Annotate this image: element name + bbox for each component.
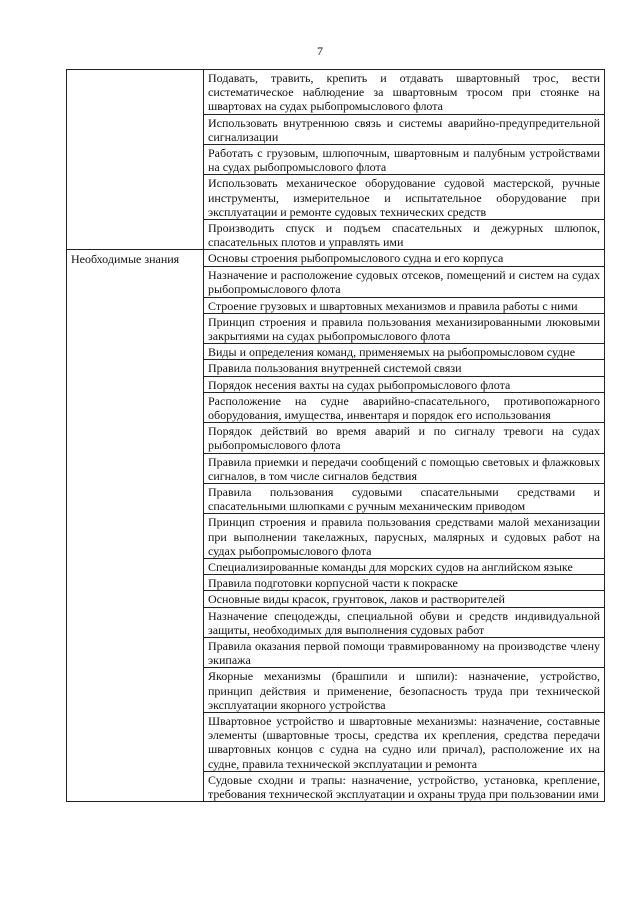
knowledge-row [67, 591, 605, 607]
skill-row [67, 145, 605, 175]
knowledge-item: Судовые сходни и трапы: назначение, устройство, установка, крепление, требования технической эксплуатации и охраны труда при пользовании ими [204, 771, 605, 801]
knowledge-label-cell [67, 313, 204, 343]
knowledge-item: Порядок несения вахты на судах рыбопромыслового флота [204, 376, 605, 392]
knowledge-label-cell [67, 360, 204, 376]
knowledge-row [67, 250, 605, 267]
skill-row [67, 114, 605, 144]
knowledge-item: Основные виды красок, грунтовок, лаков и растворителей [204, 591, 605, 607]
knowledge-item: Правила пользования судовыми спасательными средствами и спасательными шлюпками с ручным механическим приводом [204, 483, 605, 513]
knowledge-row [67, 344, 605, 360]
knowledge-row [67, 575, 605, 591]
knowledge-row [67, 360, 605, 376]
skills-label-cell [67, 175, 204, 220]
knowledge-item: Виды и определения команд, применяемых на рыбопромысловом судне [204, 344, 605, 360]
knowledge-row [67, 267, 605, 297]
knowledge-row [67, 559, 605, 575]
knowledge-label-cell [67, 344, 204, 360]
knowledge-item: Швартовное устройство и швартовные механизмы: назначение, составные элементы (швартовные тросы, средства их крепления, средства передачи швартовных концов с судна на судно или причал), расположение их на судне, правила технической эксплуатации и ремонта [204, 713, 605, 772]
knowledge-item: Правила пользования внутренней системой связи [204, 360, 605, 376]
knowledge-row [67, 668, 605, 713]
knowledge-item: Назначение спецодежды, специальной обуви и средств индивидуальной защиты, необходимых для выполнения судовых работ [204, 607, 605, 637]
knowledge-row [67, 638, 605, 668]
knowledge-item: Правила приемки и передачи сообщений с помощью световых и флажковых сигналов, в том числе сигналов бедствия [204, 453, 605, 483]
skill-item: Работать с грузовым, шлюпочным, швартовным и палубным устройствами на судах рыбопромыслового флота [204, 145, 605, 175]
competency-table [66, 69, 605, 802]
knowledge-item: Строение грузовых и швартовных механизмов и правила работы с ними [204, 297, 605, 313]
knowledge-item: Основы строения рыбопромыслового судна и его корпуса [204, 250, 605, 267]
knowledge-label-cell [67, 514, 204, 559]
knowledge-item: Специализированные команды для морских судов на английском языке [204, 559, 605, 575]
skill-item: Производить спуск и подъем спасательных и дежурных шлюпок, спасательных плотов и управлять ими [204, 220, 605, 250]
skill-item: Подавать, травить, крепить и отдавать швартовный трос, вести систематическое наблюдение за швартовным тросом при стоянке на швартовах на судах рыбопромыслового флота [204, 70, 605, 115]
knowledge-row [67, 392, 605, 422]
knowledge-item: Правила оказания первой помощи травмированному на производстве члену экипажа [204, 638, 605, 668]
skill-item: Использовать механическое оборудование судовой мастерской, ручные инструменты, измерительное и испытательное оборудование при эксплуатации и ремонте судовых технических средств [204, 175, 605, 220]
skill-row [67, 70, 605, 115]
skills-label-cell [67, 114, 204, 144]
skills-label-cell [67, 220, 204, 250]
knowledge-label-cell [67, 453, 204, 483]
knowledge-label-cell [67, 376, 204, 392]
knowledge-label-cell [67, 771, 204, 801]
page-number: 7 [317, 44, 323, 58]
knowledge-label-cell [67, 423, 204, 453]
knowledge-row [67, 483, 605, 513]
knowledge-label-cell [67, 559, 204, 575]
knowledge-label-cell [67, 392, 204, 422]
skill-row [67, 175, 605, 220]
skills-label-cell [67, 70, 204, 115]
knowledge-label-cell [67, 638, 204, 668]
knowledge-label-cell [67, 297, 204, 313]
knowledge-row [67, 771, 605, 801]
skill-row [67, 220, 605, 250]
knowledge-label-cell [67, 607, 204, 637]
knowledge-item: Принцип строения и правила пользования средствами малой механизации при выполнении такелажных, парусных, малярных и судовых работ на судах рыбопромыслового флота [204, 514, 605, 559]
knowledge-label-cell [67, 483, 204, 513]
knowledge-item: Расположение на судне аварийно-спасательного, противопожарного оборудования, имущества, инвентаря и порядок его использования [204, 392, 605, 422]
knowledge-label-cell [67, 713, 204, 772]
knowledge-item: Принцип строения и правила пользования механизированными люковыми закрытиями на судах рыбопромыслового флота [204, 313, 605, 343]
knowledge-label-cell [67, 591, 204, 607]
knowledge-row [67, 514, 605, 559]
knowledge-item: Назначение и расположение судовых отсеков, помещений и систем на судах рыбопромыслового флота [204, 267, 605, 297]
knowledge-row [67, 376, 605, 392]
knowledge-row [67, 607, 605, 637]
skills-label-cell [67, 145, 204, 175]
knowledge-row [67, 713, 605, 772]
knowledge-section-label: Необходимые знания [71, 252, 180, 267]
knowledge-row [67, 453, 605, 483]
knowledge-label-cell [67, 250, 204, 267]
knowledge-label-cell [67, 668, 204, 713]
knowledge-item: Порядок действий во время аварий и по сигналу тревоги на судах рыбопромыслового флота [204, 423, 605, 453]
knowledge-label-cell [67, 575, 204, 591]
competency-table-body [67, 70, 605, 802]
knowledge-item: Якорные механизмы (брашпили и шпили): назначение, устройство, принцип действия и применение, безопасность труда при технической эксплуатации якорного устройства [204, 668, 605, 713]
knowledge-row [67, 423, 605, 453]
skill-item: Использовать внутреннюю связь и системы аварийно-предупредительной сигнализации [204, 114, 605, 144]
knowledge-item: Правила подготовки корпусной части к покраске [204, 575, 605, 591]
knowledge-label-cell [67, 267, 204, 297]
knowledge-row [67, 313, 605, 343]
knowledge-row [67, 297, 605, 313]
